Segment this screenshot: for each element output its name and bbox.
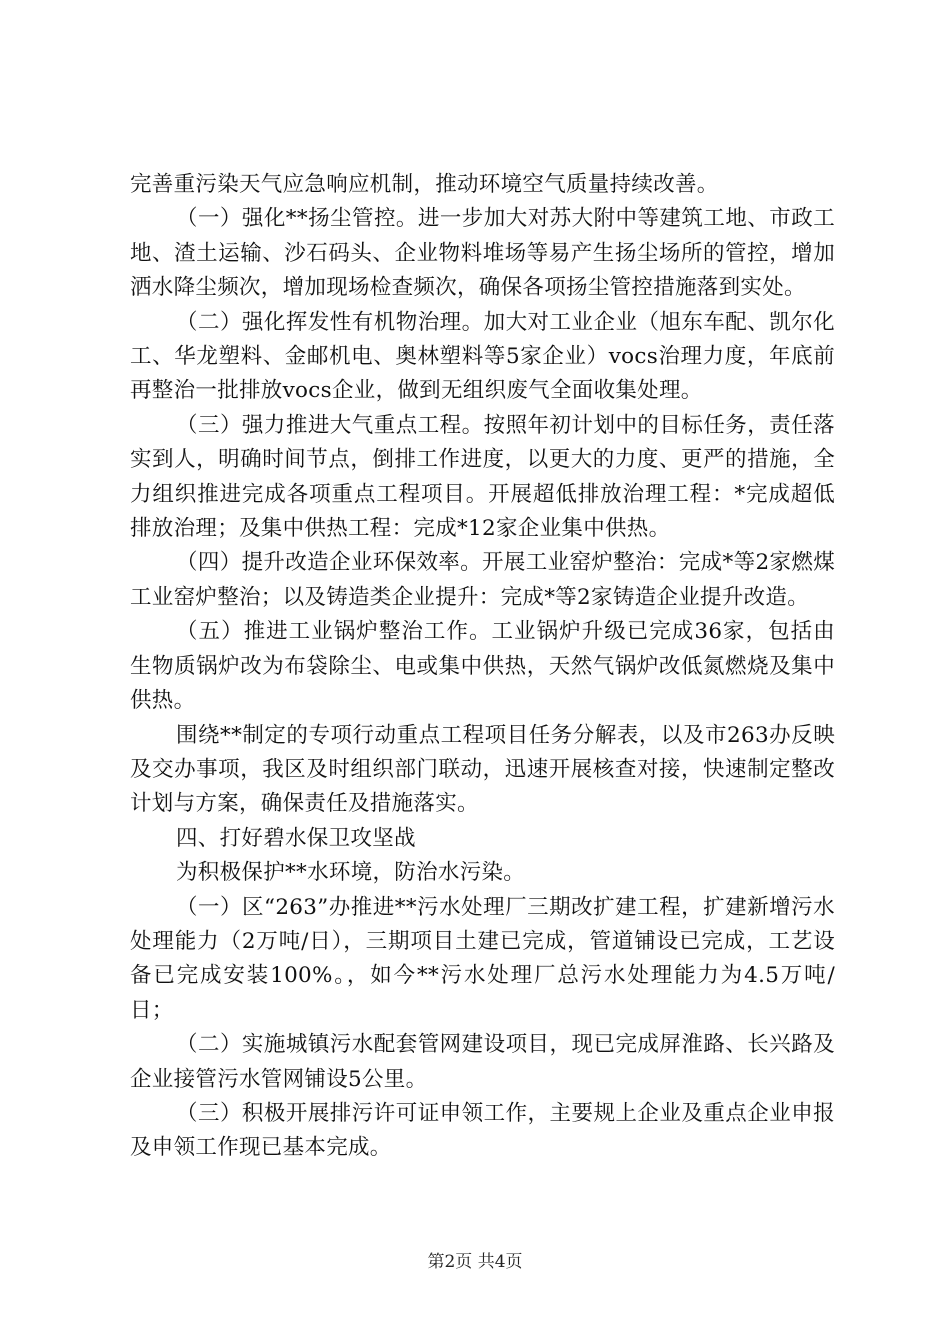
paragraph: （二）强化挥发性有机物治理。加大对工业企业（旭东车配、凯尔化工、华龙塑料、金邮机电、奥林塑料等5家企业）vocs治理力度，年底前再整治一批排放vocs企业，做到无组织废气全面收集处理。	[130, 309, 835, 404]
paragraph: 为积极保护**水环境，防治水污染。	[176, 860, 526, 886]
section-heading: 四、打好碧水保卫攻坚战	[176, 825, 416, 851]
paragraph: （三）积极开展排污许可证申领工作，主要规上企业及重点企业申报及申领工作现已基本完成。	[130, 1100, 835, 1161]
document-body	[130, 168, 835, 1166]
paragraph: （一）强化**扬尘管控。进一步加大对苏大附中等建筑工地、市政工地、渣土运输、沙石码头、企业物料堆场等易产生扬尘场所的管控，增加洒水降尘频次，增加现场检查频次，确保各项扬尘管控措施落到实处。	[130, 206, 835, 301]
paragraph: （二）实施城镇污水配套管网建设项目，现已完成屏淮路、长兴路及企业接管污水管网铺设5公里。	[130, 1032, 835, 1092]
paragraph: （三）强力推进大气重点工程。按照年初计划中的目标任务，责任落实到人，明确时间节点，倒排工作进度，以更大的力度、更严的措施，全力组织推进完成各项重点工程项目。开展超低排放治理工程：*完成超低排放治理；及集中供热工程：完成*12家企业集中供热。	[130, 412, 835, 542]
paragraph: （四）提升改造企业环保效率。开展工业窑炉整治：完成*等2家燃煤工业窑炉整治；以及铸造类企业提升：完成*等2家铸造企业提升改造。	[130, 550, 835, 610]
paragraph: 完善重污染天气应急响应机制，推动环境空气质量持续改善。	[130, 172, 719, 197]
paragraph: （一）区“263”办推进**污水处理厂三期改扩建工程，扩建新增污水处理能力（2万吨/日），三期项目土建已完成，管道铺设已完成，工艺设备已完成安装100%。，如今**污水处理厂总污水处理能力为4.5万吨/日；	[130, 894, 835, 1023]
page-number-footer: 第2页 共4页	[427, 1252, 523, 1272]
paragraph: 围绕**制定的专项行动重点工程项目任务分解表，以及市263办反映及交办事项，我区及时组织部门联动，迅速开展核查对接，快速制定整改计划与方案，确保责任及措施落实。	[130, 722, 835, 817]
paragraph: （五）推进工业锅炉整治工作。工业锅炉升级已完成36家，包括由生物质锅炉改为布袋除尘、电或集中供热，天然气锅炉改低氮燃烧及集中供热。	[130, 619, 835, 714]
